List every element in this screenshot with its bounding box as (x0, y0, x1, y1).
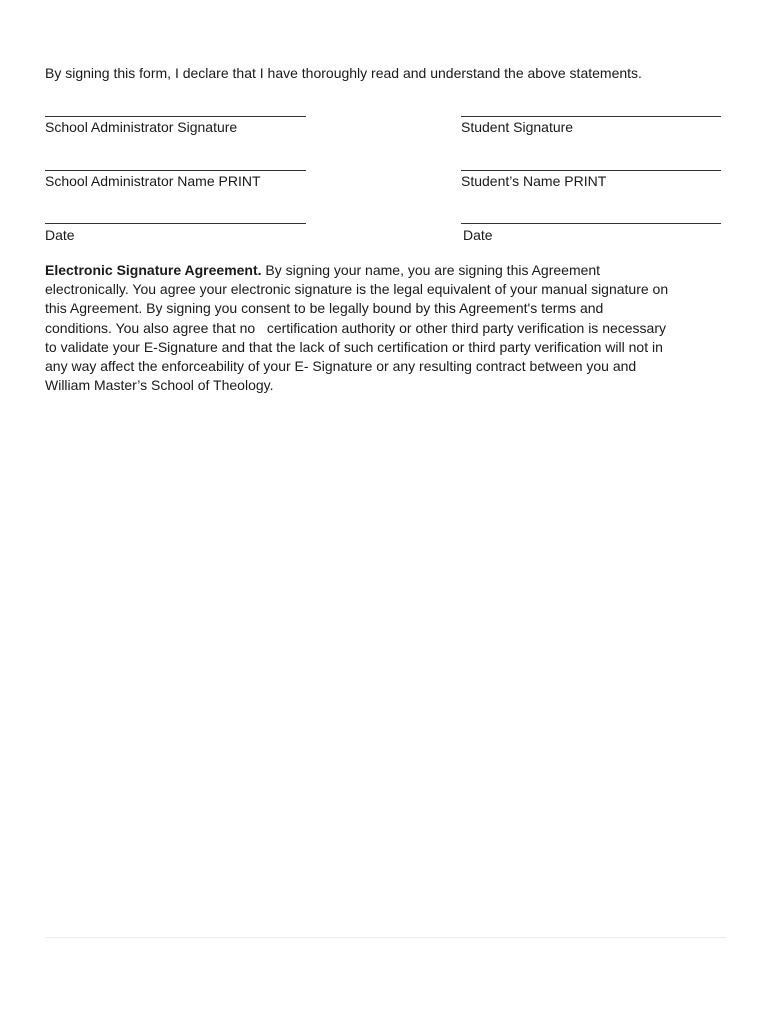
student-date-label: Date (463, 227, 493, 243)
agreement-heading: Electronic Signature Agreement. (45, 262, 262, 278)
admin-signature-line[interactable] (45, 116, 306, 117)
declaration-statement: By signing this form, I declare that I have thoroughly read and understand the above statements. (45, 65, 642, 81)
admin-name-label: School Administrator Name PRINT (45, 173, 261, 189)
agreement-line: this Agreement. By signing you consent to be legally bound by this Agreement's terms and (45, 300, 604, 317)
admin-signature-label: School Administrator Signature (45, 119, 238, 135)
student-signature-label: Student Signature (461, 119, 574, 135)
admin-date-line[interactable] (45, 223, 306, 224)
electronic-signature-agreement (45, 261, 730, 395)
agreement-line-text: By signing your name, you are signing this Agreement (261, 262, 601, 278)
agreement-line: conditions. You also agree that no certification authority or other third party verification is necessary (45, 319, 667, 336)
student-name-line[interactable] (461, 170, 721, 171)
admin-date-label: Date (45, 227, 75, 243)
agreement-line: any way affect the enforceability of your E- Signature or any resulting contract between you and (45, 358, 637, 375)
agreement-line: William Master’s School of Theology. (45, 377, 274, 394)
agreement-line (45, 261, 730, 280)
student-name-label: Student’s Name PRINT (461, 173, 607, 189)
footer-divider (45, 937, 726, 938)
student-date-line[interactable] (461, 223, 721, 224)
admin-name-line[interactable] (45, 170, 306, 171)
agreement-line: to validate your E-Signature and that the lack of such certification or third party verification will not in (45, 338, 663, 355)
agreement-line: electronically. You agree your electronic signature is the legal equivalent of your manual signature on (45, 281, 669, 298)
student-signature-line[interactable] (461, 116, 721, 117)
